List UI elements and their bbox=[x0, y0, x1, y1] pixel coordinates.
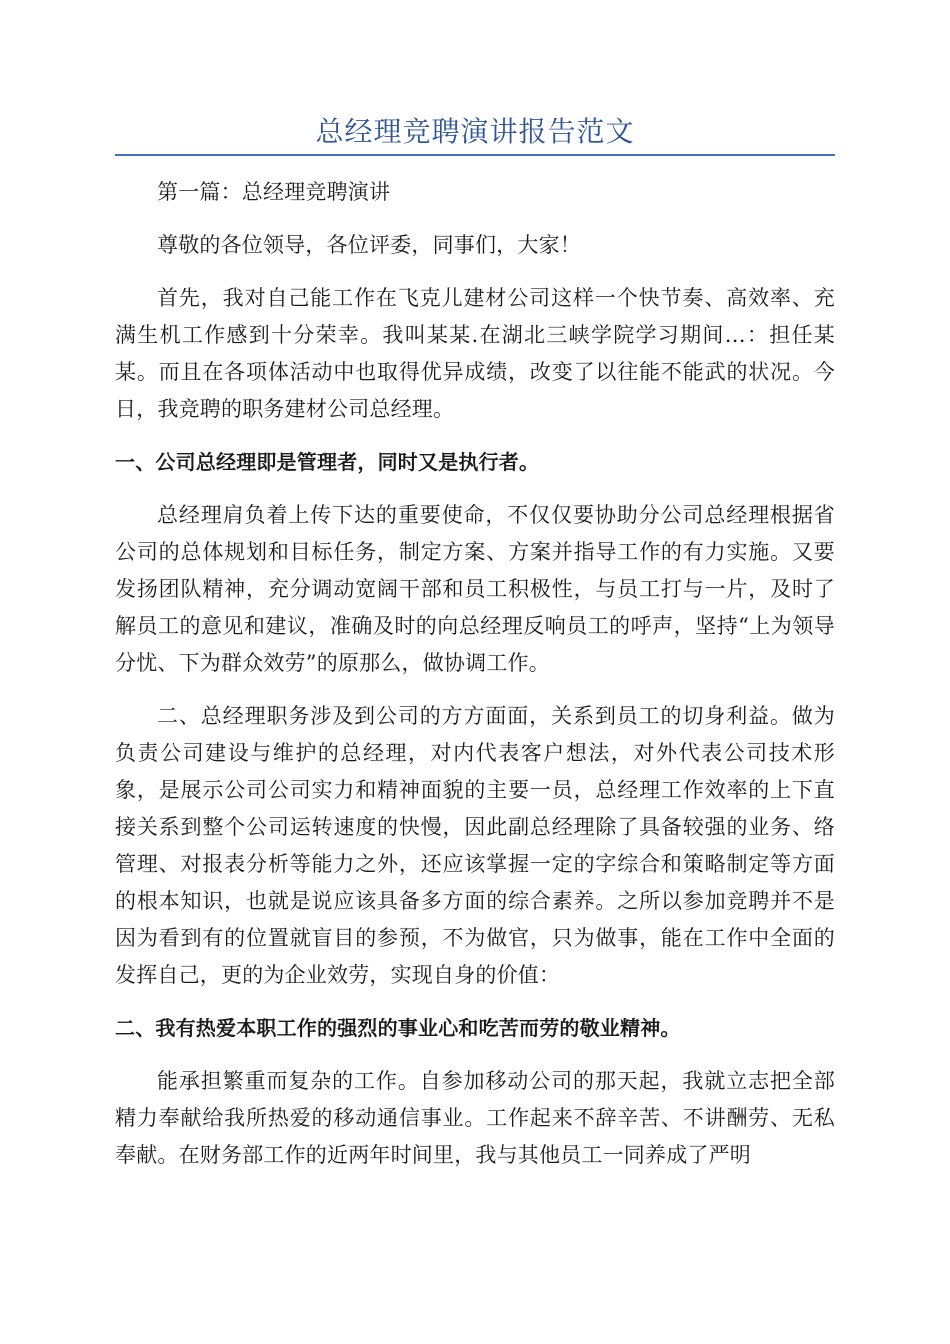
paragraph-greeting: 尊敬的各位领导，各位评委，同事们，大家！ bbox=[157, 233, 581, 257]
heading-point-one: 一、公司总经理即是管理者，同时又是执行者。 bbox=[115, 450, 540, 474]
heading-point-two: 二、我有热爱本职工作的强烈的事业心和吃苦而劳的敬业精神。 bbox=[115, 1016, 681, 1040]
title-underline bbox=[115, 154, 835, 156]
paragraph-dedication: 能承担繁重而复杂的工作。自参加移动公司的那天起，我就立志把全部精力奉献给我所热爱的移动通信事业。工作起来不辞辛苦、不讲酬劳、无私奉献。在财务部工作的近两年时间里，我与其他员工一同养成了严明 bbox=[115, 1069, 835, 1167]
paragraph-scope: 二、总经理职务涉及到公司的方方面面，关系到员工的切身利益。做为负责公司建设与维护的总经理，对内代表客户想法，对外代表公司技术形象，是展示公司公司实力和精神面貌的主要一员，总经理工作效率的上下直接关系到整个公司运转速度的快慢，因此副总经理除了具备较强的业务、络管理、对报表分析等能力之外，还应该掌握一定的字综合和策略制定等方面的根本知识，也就是说应该具备多方面的综合素养。之所以参加竞聘并不是因为看到有的位置就盲目的参预，不为做官，只为做事，能在工作中全面的发挥自己，更的为企业效劳，实现自身的价值： bbox=[115, 704, 835, 987]
paragraph-intro: 首先，我对自己能工作在飞克儿建材公司这样一个快节奏、高效率、充满生机工作感到十分荣幸。我叫某某.在湖北三峡学院学习期间…：担任某某。而且在各项体活动中也取得优异成绩，改变了以往能不能武的状况。今日，我竞聘的职务建材公司总经理。 bbox=[115, 286, 835, 421]
document-title: 总经理竞聘演讲报告范文 bbox=[315, 115, 635, 148]
paragraph-section-label: 第一篇：总经理竞聘演讲 bbox=[157, 180, 391, 204]
paragraph-duties: 总经理肩负着上传下达的重要使命，不仅仅要协助分公司总经理根据省公司的总体规划和目标任务，制定方案、方案并指导工作的有力实施。又要发扬团队精神，充分调动宽阔干部和员工积极性，与员工打与一片，及时了解员工的意见和建议，准确及时的向总经理反响员工的呼声，坚持“上为领导分忧、下为群众效劳”的原那么，做协调工作。 bbox=[115, 503, 835, 675]
document-body bbox=[115, 174, 835, 1190]
